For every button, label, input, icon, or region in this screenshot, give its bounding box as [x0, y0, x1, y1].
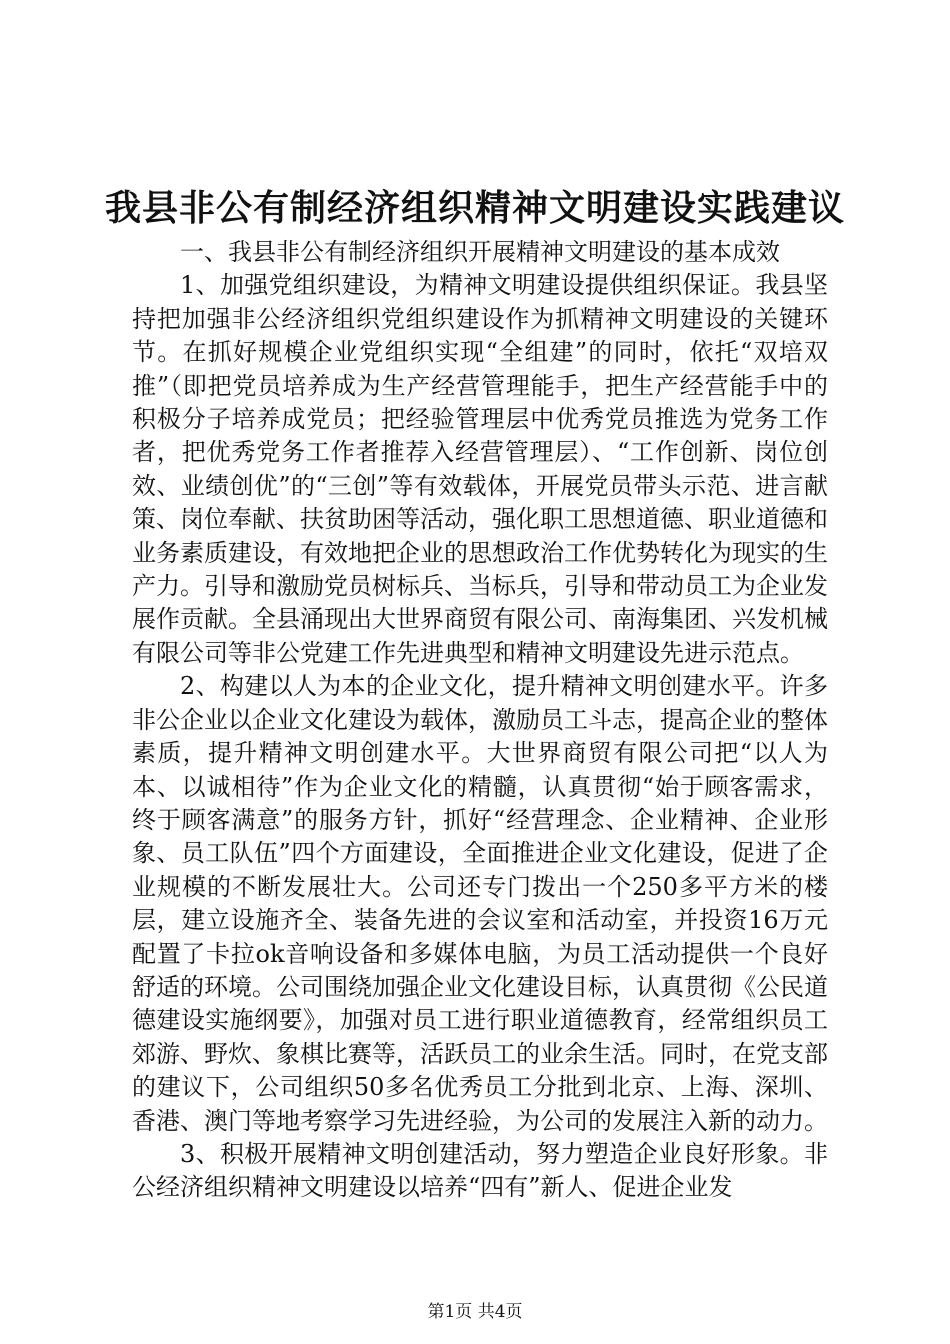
page-footer: 第1页 共4页 [427, 1302, 523, 1322]
document-title: 我县非公有制经济组织精神文明建设实践建议 [104, 188, 845, 229]
paragraph-2: 2、构建以人为本的企业文化，提升精神文明创建水平。许多非公企业以企业文化建设为载体，激励员工斗志，提高企业的整体素质，提升精神文明创建水平。大世界商贸有限公司把“以人为本、以诚相待”作为企业文化的精髓，认真贯彻“始于顾客需求，终于顾客满意”的服务方针，抓好“经营理念、企业精神、企业形象、员工队伍”四个方面建设，全面推进企业文化建设，促进了企业规模的不断发展壮大。公司还专门拨出一个250多平方米的楼层，建立设施齐全、装备先进的会议室和活动室，并投资16万元配置了卡拉ok音响设备和多媒体电脑，为员工活动提供一个良好舒适的环境。公司围绕加强企业文化建设目标，认真贯彻《公民道德建设实施纲要》，加强对员工进行职业道德教育，经常组织员工郊游、野炊、象棋比赛等，活跃员工的业余生活。同时，在党支部的建议下，公司组织50多名优秀员工分批到北京、上海、深圳、香港、澳门等地考察学习先进经验，为公司的发展注入新的动力。 [132, 672, 828, 1135]
section-heading: 一、我县非公有制经济组织开展精神文明建设的基本成效 [180, 238, 780, 266]
paragraph-1: 1、加强党组织建设，为精神文明建设提供组织保证。我县坚持把加强非公经济组织党组织建设作为抓精神文明建设的关键环节。在抓好规模企业党组织实现“全组建”的同时，依托“双培双推”（即把党员培养成为生产经营管理能手，把生产经营能手中的积极分子培养成党员；把经验管理层中优秀党员推选为党务工作者，把优秀党务工作者推荐入经营管理层）、“工作创新、岗位创效、业绩创优”的“三创”等有效载体，开展党员带头示范、进言献策、岗位奉献、扶贫助困等活动，强化职工思想道德、职业道德和业务素质建设，有效地把企业的思想政治工作优势转化为现实的生产力。引导和激励党员树标兵、当标兵，引导和带动员工为企业发展作贡献。全县涌现出大世界商贸有限公司、南海集团、兴发机械有限公司等非公党建工作先进典型和精神文明建设先进示范点。 [132, 271, 828, 667]
paragraph-3: 3、积极开展精神文明创建活动，努力塑造企业良好形象。非公经济组织精神文明建设以培养“四有”新人、促进企业发 [132, 1139, 828, 1202]
document-body [132, 236, 828, 1205]
